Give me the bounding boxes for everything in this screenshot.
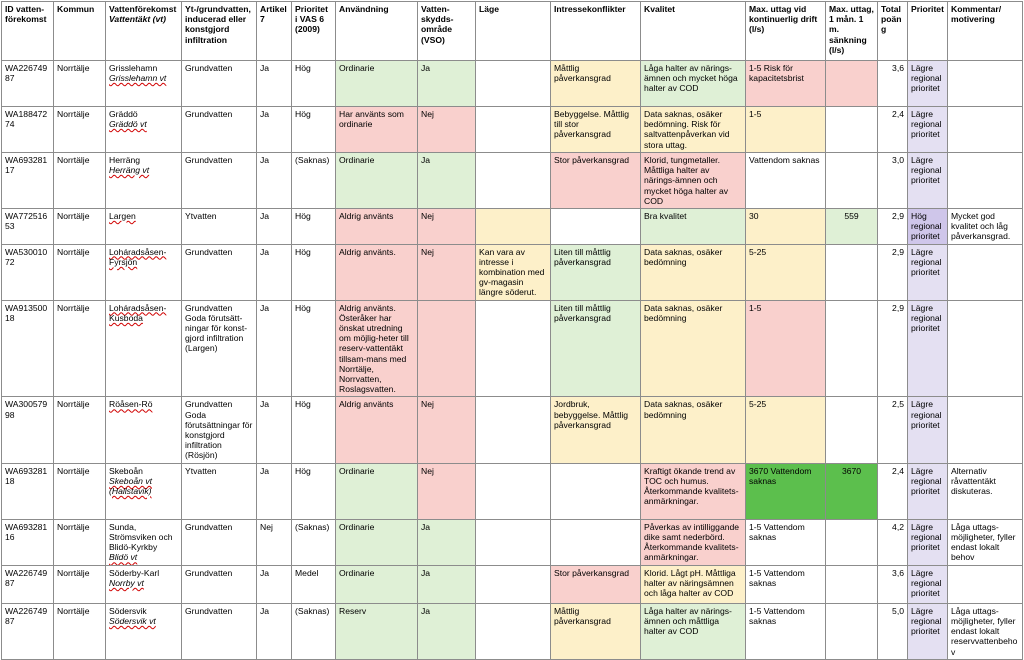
cell-kvalitet: Kraftigt ökande trend av TOC och humus. Återkommande kvalitets-anmärkningar. (641, 463, 746, 519)
water-body-name: Largen (109, 211, 136, 222)
cell-vattenforekomst (106, 519, 182, 565)
cell-kommentar: Låga uttags-möjligheter, fyller endast lokalt behov (948, 519, 1023, 565)
cell-total: 2,4 (878, 463, 908, 519)
water-intake-name: Blidö vt (109, 552, 138, 563)
cell-vattenforekomst (106, 397, 182, 463)
cell-vso: Ja (418, 603, 476, 659)
cell-anvandning: Ordinarie (336, 463, 418, 519)
header-kommun: Kommun (54, 2, 106, 61)
cell-prioritet: Lägre regional prioritet (908, 300, 948, 397)
cell-total: 2,5 (878, 397, 908, 463)
cell-vso (418, 300, 476, 397)
cell-lage (476, 107, 551, 153)
cell-total: 2,9 (878, 244, 908, 300)
cell-total: 3,0 (878, 153, 908, 209)
cell-typ: Grundvatten (182, 519, 257, 565)
cell-kommun: Norrtälje (54, 300, 106, 397)
water-intake-name: Grisslehamn vt (109, 73, 167, 84)
cell-max-uttag-1man (826, 153, 878, 209)
cell-max-uttag: 1-5 Vattendom saknas (746, 603, 826, 659)
cell-prioritet-vas: Hög (292, 244, 336, 300)
cell-artikel: Ja (257, 209, 292, 245)
cell-artikel: Ja (257, 61, 292, 107)
cell-intressekonflikter (551, 463, 641, 519)
water-body-name: Grisslehamn (109, 63, 158, 73)
cell-artikel: Ja (257, 463, 292, 519)
water-body-name: Sunda, Strömsviken och Blidö-Kyrkby (109, 521, 173, 553)
cell-lage (476, 153, 551, 209)
cell-max-uttag-1man (826, 603, 878, 659)
water-body-name: Gräddö (109, 109, 138, 119)
cell-kvalitet: Data saknas, osäker bedömning (641, 244, 746, 300)
cell-typ: Grundvatten (182, 244, 257, 300)
cell-max-uttag: 30 (746, 209, 826, 245)
header-lage: Läge (476, 2, 551, 61)
cell-id: WA18847274 (2, 107, 54, 153)
water-intake-name: Herräng vt (109, 165, 150, 176)
header-kommentar: Kommentar/ motivering (948, 2, 1023, 61)
cell-vso: Nej (418, 107, 476, 153)
cell-prioritet: Lägre regional prioritet (908, 565, 948, 603)
cell-typ: Ytvatten (182, 209, 257, 245)
header-id: ID vatten-förekomst (2, 2, 54, 61)
cell-prioritet-vas: (Saknas) (292, 519, 336, 565)
cell-intressekonflikter (551, 209, 641, 245)
cell-lage (476, 565, 551, 603)
cell-prioritet: Lägre regional prioritet (908, 107, 948, 153)
cell-typ: Grundvatten (182, 153, 257, 209)
cell-lage (476, 209, 551, 245)
cell-total: 5,0 (878, 603, 908, 659)
cell-kommun: Norrtälje (54, 153, 106, 209)
cell-id: WA22674987 (2, 61, 54, 107)
water-body-name: Skeboån (109, 465, 143, 476)
cell-intressekonflikter: Liten till måttlig påverkansgrad (551, 300, 641, 397)
cell-kommun: Norrtälje (54, 397, 106, 463)
cell-kvalitet: Data saknas, osäker bedömning. Risk för saltvattenpåverkan vid stora uttag. (641, 107, 746, 153)
cell-id: WA69328118 (2, 463, 54, 519)
table-row (2, 107, 1023, 153)
cell-kvalitet: Data saknas, osäker bedömning (641, 300, 746, 397)
header-artikel: Artikel 7 (257, 2, 292, 61)
header-max-uttag-1man: Max. uttag, 1 mån. 1 m. sänkning (l/s) (826, 2, 878, 61)
cell-max-uttag-1man (826, 61, 878, 107)
water-body-name: Loháradsåsen-Fyrsjön (109, 246, 167, 267)
table-body (2, 61, 1023, 660)
cell-vso: Ja (418, 565, 476, 603)
water-intake-name: Norrby vt (109, 577, 144, 588)
cell-anvandning: Aldrig använts (336, 397, 418, 463)
cell-vso: Nej (418, 463, 476, 519)
table-row (2, 209, 1023, 245)
cell-intressekonflikter: Stor påverkansgrad (551, 153, 641, 209)
cell-lage (476, 300, 551, 397)
cell-anvandning: Ordinarie (336, 519, 418, 565)
cell-intressekonflikter: Måttlig påverkansgrad (551, 603, 641, 659)
cell-artikel: Ja (257, 565, 292, 603)
cell-typ: Grundvatten Goda förutsättningar för konstgjord infiltration (Rösjön) (182, 397, 257, 463)
cell-max-uttag: 1-5 (746, 107, 826, 153)
cell-anvandning: Ordinarie (336, 61, 418, 107)
cell-kvalitet: Data saknas, osäker bedömning (641, 397, 746, 463)
cell-prioritet: Hög regional prioritet (908, 209, 948, 245)
cell-prioritet: Lägre regional prioritet (908, 603, 948, 659)
cell-vattenforekomst (106, 244, 182, 300)
cell-lage (476, 519, 551, 565)
cell-kommun: Norrtälje (54, 107, 106, 153)
cell-intressekonflikter (551, 519, 641, 565)
cell-anvandning: Aldrig använts. (336, 244, 418, 300)
cell-total: 3,6 (878, 61, 908, 107)
table-row (2, 565, 1023, 603)
cell-kvalitet: Låga halter av närings-ämnen och mycket höga halter av COD (641, 61, 746, 107)
cell-max-uttag-1man (826, 397, 878, 463)
cell-artikel: Ja (257, 107, 292, 153)
cell-prioritet-vas: Hög (292, 300, 336, 397)
cell-prioritet-vas: Medel (292, 565, 336, 603)
water-body-name: Herräng (109, 155, 141, 165)
cell-kvalitet: Låga halter av närings-ämnen och måttliga halter av COD (641, 603, 746, 659)
cell-kommun: Norrtälje (54, 603, 106, 659)
cell-kommun: Norrtälje (54, 61, 106, 107)
cell-max-uttag: 5-25 (746, 244, 826, 300)
cell-vso: Nej (418, 244, 476, 300)
cell-kommentar: Alternativ råvattentäkt diskuteras. (948, 463, 1023, 519)
cell-typ: Ytvatten (182, 463, 257, 519)
cell-kommentar (948, 153, 1023, 209)
cell-total: 3,6 (878, 565, 908, 603)
cell-id: WA77251653 (2, 209, 54, 245)
table-row (2, 153, 1023, 209)
cell-anvandning: Har använts som ordinarie (336, 107, 418, 153)
cell-intressekonflikter: Stor påverkansgrad (551, 565, 641, 603)
cell-prioritet: Lägre regional prioritet (908, 463, 948, 519)
table-row (2, 397, 1023, 463)
cell-max-uttag-1man (826, 519, 878, 565)
cell-intressekonflikter: Jordbruk, bebyggelse. Måttlig påverkansgrad (551, 397, 641, 463)
cell-kvalitet: Klorid. Lågt pH. Måttliga halter av näringsämnen och låga halter av COD (641, 565, 746, 603)
cell-prioritet-vas: Hög (292, 107, 336, 153)
cell-prioritet: Lägre regional prioritet (908, 61, 948, 107)
water-body-name: Loháradsåsen-Kusboda (109, 302, 167, 323)
cell-vattenforekomst (106, 300, 182, 397)
cell-prioritet-vas: Hög (292, 463, 336, 519)
cell-vattenforekomst (106, 153, 182, 209)
cell-anvandning: Aldrig använts. Österåker har önskat utredning om möjlig-heter till reserv-vattentäkt tillsam-mans med Norrtälje, Norrvatten, Roslagsvatten. (336, 300, 418, 397)
cell-id: WA22674987 (2, 603, 54, 659)
water-intake-name: Skeboån vt (Hallstavik) (109, 475, 152, 497)
cell-prioritet-vas: Hög (292, 397, 336, 463)
cell-lage (476, 463, 551, 519)
header-max-uttag: Max. uttag vid kontinuerlig drift (l/s) (746, 2, 826, 61)
cell-lage (476, 397, 551, 463)
cell-vattenforekomst (106, 107, 182, 153)
cell-artikel: Ja (257, 603, 292, 659)
cell-prioritet-vas: Hög (292, 61, 336, 107)
cell-max-uttag-1man: 559 (826, 209, 878, 245)
cell-kommun: Norrtälje (54, 519, 106, 565)
table-row (2, 463, 1023, 519)
cell-typ: Grundvatten (182, 61, 257, 107)
cell-anvandning: Ordinarie (336, 565, 418, 603)
cell-kvalitet: Påverkas av intilliggande dike samt nederbörd. Återkommande kvalitets-anmärkningar. (641, 519, 746, 565)
cell-kommentar (948, 61, 1023, 107)
cell-lage (476, 61, 551, 107)
water-source-table (1, 1, 1023, 660)
cell-id: WA69328116 (2, 519, 54, 565)
cell-max-uttag: 5-25 (746, 397, 826, 463)
table-row (2, 244, 1023, 300)
cell-vso: Nej (418, 209, 476, 245)
cell-total: 2,9 (878, 300, 908, 397)
cell-max-uttag: 3670 Vattendom saknas (746, 463, 826, 519)
table-row (2, 300, 1023, 397)
cell-id: WA91350018 (2, 300, 54, 397)
water-intake-name: Södersvik vt (109, 615, 156, 626)
cell-typ: Grundvatten (182, 565, 257, 603)
cell-kvalitet: Bra kvalitet (641, 209, 746, 245)
cell-prioritet-vas: (Saknas) (292, 603, 336, 659)
cell-id: WA22674987 (2, 565, 54, 603)
header-anvandning: Användning (336, 2, 418, 61)
cell-kommentar (948, 244, 1023, 300)
header-typ: Yt-/grundvatten, inducerad eller konstgjord infiltration (182, 2, 257, 61)
table-row (2, 519, 1023, 565)
water-body-name: Södersvik (109, 605, 147, 616)
cell-max-uttag: Vattendom saknas (746, 153, 826, 209)
cell-kommun: Norrtälje (54, 209, 106, 245)
cell-id: WA53001072 (2, 244, 54, 300)
cell-prioritet: Lägre regional prioritet (908, 244, 948, 300)
cell-kommun: Norrtälje (54, 565, 106, 603)
cell-max-uttag-1man: 3670 (826, 463, 878, 519)
header-prioritet-vas: Prioritet i VAS 6 (2009) (292, 2, 336, 61)
cell-id: WA30057998 (2, 397, 54, 463)
header-kvalitet: Kvalitet (641, 2, 746, 61)
header-total: Total poäng (878, 2, 908, 61)
cell-typ: Grundvatten Goda förutsätt-ningar för konst-gjord infiltration (Largen) (182, 300, 257, 397)
table-row (2, 61, 1023, 107)
cell-typ: Grundvatten (182, 107, 257, 153)
header-intressekonflikter: Intressekonflikter (551, 2, 641, 61)
cell-kommentar (948, 300, 1023, 397)
cell-artikel: Ja (257, 153, 292, 209)
cell-artikel: Nej (257, 519, 292, 565)
cell-vattenforekomst (106, 603, 182, 659)
cell-kommentar (948, 565, 1023, 603)
water-intake-name: Gräddö vt (109, 119, 147, 130)
cell-max-uttag-1man (826, 244, 878, 300)
cell-total: 2,9 (878, 209, 908, 245)
cell-artikel: Ja (257, 300, 292, 397)
cell-vso: Ja (418, 61, 476, 107)
cell-anvandning: Aldrig använts (336, 209, 418, 245)
cell-vso: Ja (418, 153, 476, 209)
cell-artikel: Ja (257, 397, 292, 463)
cell-max-uttag-1man (826, 565, 878, 603)
header-vso: Vatten-skydds-område (VSO) (418, 2, 476, 61)
cell-lage: Kan vara av intresse i kombination med gv-magasin längre söderut. (476, 244, 551, 300)
cell-typ: Grundvatten (182, 603, 257, 659)
header-vattenforekomst: Vattenförekomst Vattentäkt (vt) (106, 2, 182, 61)
cell-vso: Ja (418, 519, 476, 565)
cell-max-uttag-1man (826, 107, 878, 153)
cell-artikel: Ja (257, 244, 292, 300)
header-row (2, 2, 1023, 61)
cell-intressekonflikter: Liten till måttlig påverkansgrad (551, 244, 641, 300)
cell-intressekonflikter: Måttlig påverkansgrad (551, 61, 641, 107)
header-prioritet: Prioritet (908, 2, 948, 61)
cell-kvalitet: Klorid, tungmetaller. Måttliga halter av närings-ämnen och mycket höga halter av COD (641, 153, 746, 209)
cell-total: 4,2 (878, 519, 908, 565)
cell-lage (476, 603, 551, 659)
water-body-name: Röåsen-Rö (109, 399, 153, 410)
cell-kommun: Norrtälje (54, 463, 106, 519)
cell-prioritet: Lägre regional prioritet (908, 397, 948, 463)
cell-prioritet: Lägre regional prioritet (908, 519, 948, 565)
cell-prioritet: Lägre regional prioritet (908, 153, 948, 209)
cell-kommentar: Låga uttags-möjligheter, fyller endast lokalt reservvattenbehov (948, 603, 1023, 659)
cell-kommun: Norrtälje (54, 244, 106, 300)
cell-prioritet-vas: (Saknas) (292, 153, 336, 209)
cell-id: WA69328117 (2, 153, 54, 209)
cell-intressekonflikter: Bebyggelse. Måttlig till stor påverkansgrad (551, 107, 641, 153)
water-body-name: Söderby-Karl (109, 567, 160, 578)
cell-vattenforekomst (106, 61, 182, 107)
cell-max-uttag: 1-5 Risk för kapacitetsbrist (746, 61, 826, 107)
cell-vattenforekomst (106, 565, 182, 603)
cell-anvandning: Ordinarie (336, 153, 418, 209)
cell-vso: Nej (418, 397, 476, 463)
cell-max-uttag: 1-5 (746, 300, 826, 397)
cell-kommentar (948, 107, 1023, 153)
cell-vattenforekomst (106, 209, 182, 245)
cell-prioritet-vas: Hög (292, 209, 336, 245)
cell-kommentar: Mycket god kvalitet och låg påverkansgrad. (948, 209, 1023, 245)
cell-total: 2,4 (878, 107, 908, 153)
table-row (2, 603, 1023, 659)
cell-anvandning: Reserv (336, 603, 418, 659)
cell-kommentar (948, 397, 1023, 463)
cell-vattenforekomst (106, 463, 182, 519)
cell-max-uttag-1man (826, 300, 878, 397)
cell-max-uttag: 1-5 Vattendom saknas (746, 565, 826, 603)
cell-max-uttag: 1-5 Vattendom saknas (746, 519, 826, 565)
